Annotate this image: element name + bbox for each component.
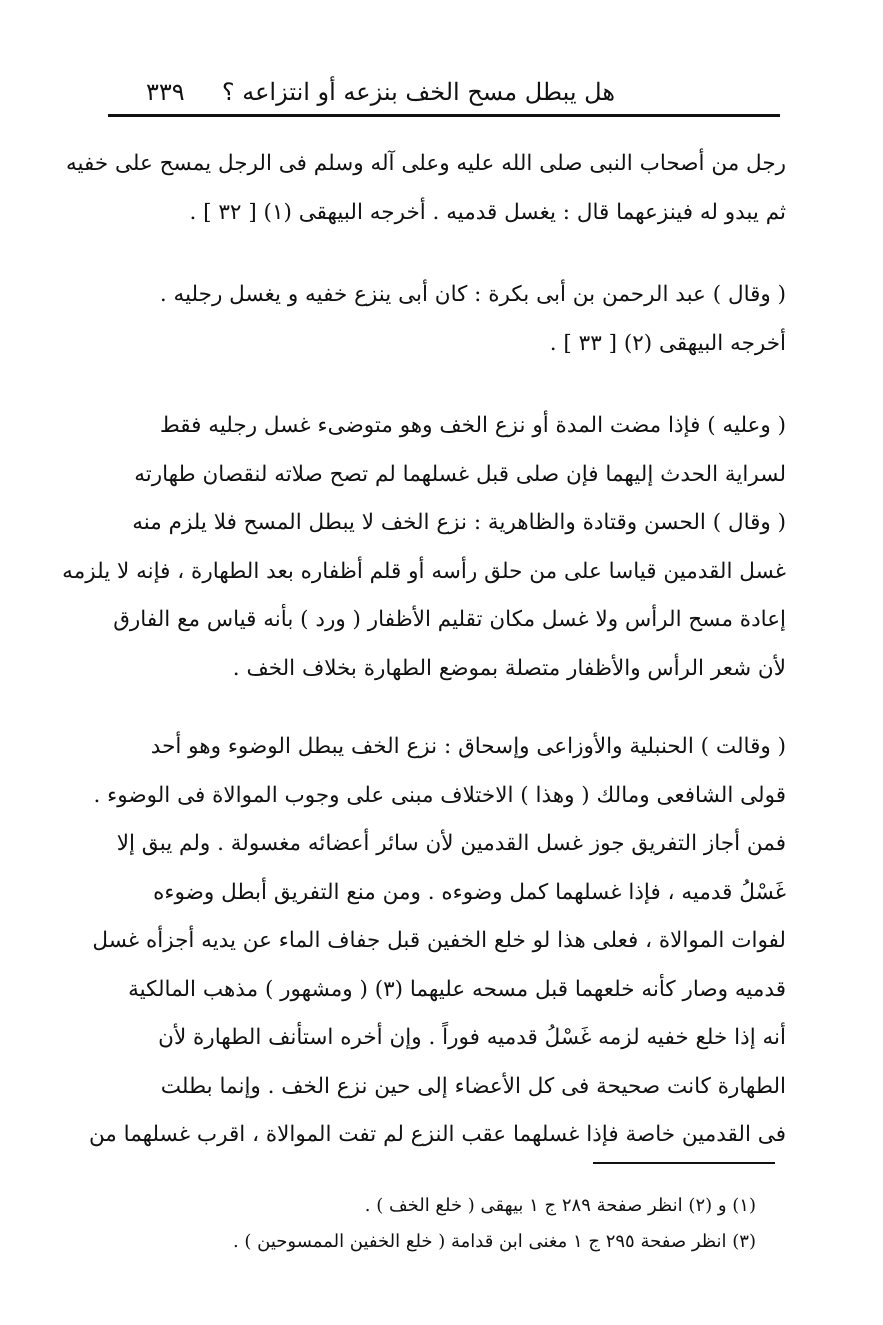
- footnote-3: (٣) انظر صفحة ٢٩٥ ج ١ مغنى ابن قدامة ( خلع الخفين الممسوحين ) .: [232, 1231, 756, 1252]
- text-line: قدميه وصار كأنه خلعهما قبل مسحه عليهما (٣) ( ومشهور ) مذهب المالكية: [128, 976, 786, 1002]
- text-line: رجل من أصحاب النبى صلى الله عليه وعلى آله وسلم فى الرجل يمسح على خفيه: [65, 151, 786, 176]
- paragraph-2: [106, 271, 786, 368]
- text-line: أنه إذا خلع خفيه لزمه غَسْلُ قدميه فوراً . وإن أخره استأنف الطهارة لأن: [158, 1025, 786, 1050]
- text-line: ( وعليه ) فإذا مضت المدة أو نزع الخف وهو متوضىء غسل رجليه فقط: [159, 413, 786, 438]
- text-line: غَسْلُ قدميه ، فإذا غسلهما كمل وضوءه . ومن منع التفريق أبطل وضوءه: [153, 879, 786, 905]
- footnote-1-2: (١) و (٢) انظر صفحة ٢٨٩ ج ١ بيهقى ( خلع الخف ) .: [364, 1195, 756, 1216]
- text-line: إعادة مسح الرأس ولا غسل مكان تقليم الأظفار ( ورد ) بأنه قياس مع الفارق: [113, 607, 786, 632]
- paragraph-1: [65, 140, 786, 237]
- text-line: ( وقال ) عبد الرحمن بن أبى بكرة : كان أبى ينزع خفيه و يغسل رجليه .: [159, 282, 786, 307]
- text-line: لسراية الحدث إليهما فإن صلى قبل غسلهما لم تصح صلاته لنقصان طهارته: [134, 461, 786, 487]
- footnote-divider: [593, 1162, 775, 1164]
- text-line: قولى الشافعى ومالك ( وهذا ) الاختلاف مبنى على وجوب الموالاة فى الوضوء .: [93, 782, 786, 808]
- text-line: لأن شعر الرأس والأظفار متصلة بموضع الطهارة بخلاف الخف .: [232, 655, 786, 681]
- page-title: هل يبطل مسح الخف بنزعه أو انتزاعه ؟: [221, 78, 615, 106]
- text-line: الطهارة كانت صحيحة فى كل الأعضاء إلى حين نزع الخف . وإنما بطلت: [160, 1073, 786, 1099]
- text-line: لفوات الموالاة ، فعلى هذا لو خلع الخفين قبل جفاف الماء عن يديه أجزأه غسل: [92, 928, 786, 953]
- page-header: [108, 62, 780, 110]
- text-line: ( وقال ) الحسن وقتادة والظاهرية : نزع الخف لا يبطل المسح فلا يلزم منه: [132, 510, 786, 535]
- header-divider: [108, 114, 780, 117]
- text-line: ( وقالت ) الحنبلية والأوزاعى وإسحاق : نزع الخف يبطل الوضوء وهو أحد: [150, 734, 786, 759]
- paragraph-3: [62, 402, 786, 693]
- paragraph-4: [88, 723, 786, 1160]
- footnotes: [160, 1188, 756, 1260]
- text-line: ثم يبدو له فينزعهما قال : يغسل قدميه . أخرجه البيهقى (١) [ ٣٢ ] .: [189, 199, 786, 225]
- text-line: أخرجه البيهقى (٢) [ ٣٣ ] .: [549, 330, 786, 356]
- text-line: فى القدمين خاصة فإذا غسلهما عقب النزع لم تفت الموالاة ، اقرب غسلهما من: [88, 1122, 786, 1147]
- text-line: غسل القدمين قياسا على من حلق رأسه أو قلم أظفاره بعد الطهارة ، فإنه لا يلزمه: [62, 558, 786, 584]
- main-text: [62, 140, 786, 1160]
- text-line: فمن أجاز التفريق جوز غسل القدمين لأن سائر أعضائه مغسولة . ولم يبق إلا: [116, 831, 786, 856]
- page-number: ٣٣٩: [146, 78, 185, 106]
